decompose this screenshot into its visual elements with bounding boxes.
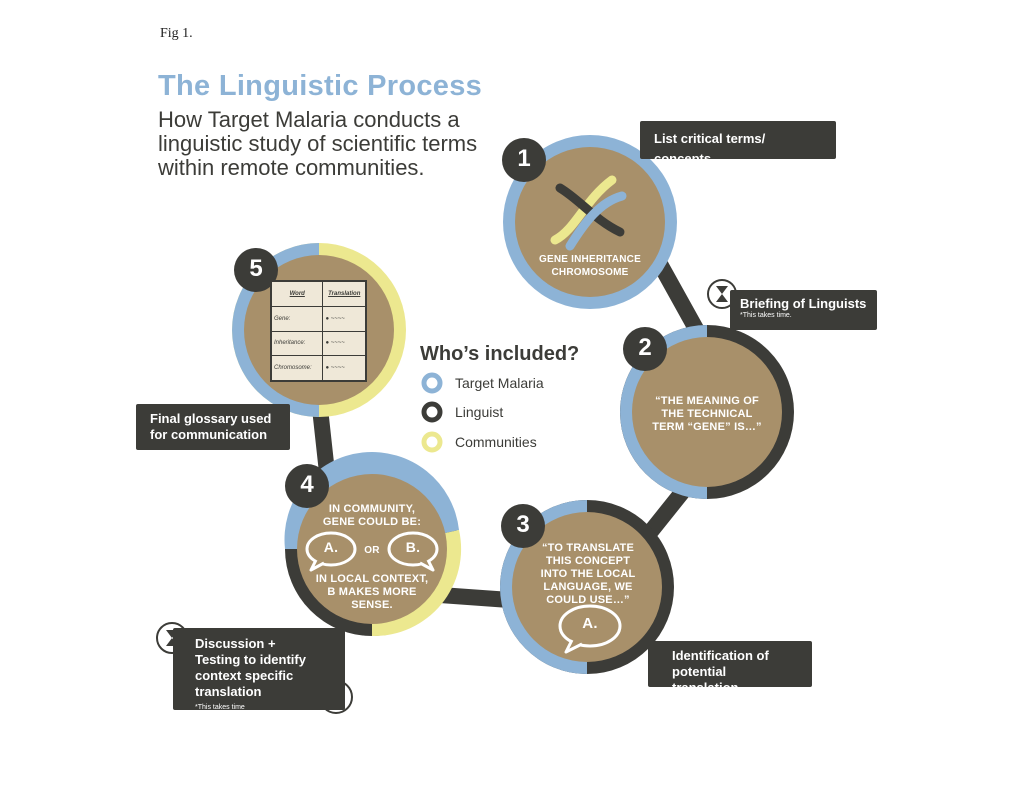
step-2-callout-note: *This takes time.: [740, 312, 792, 319]
step-3-bubble-label: A.: [582, 615, 598, 632]
step-2-callout-label: Briefing of Linguists: [740, 296, 867, 311]
legend-item-target-malaria: Target Malaria: [455, 375, 544, 391]
step-2-callout: [730, 290, 877, 330]
page-title: The Linguistic Process: [158, 70, 483, 102]
glossary-header-translation: Translation: [323, 282, 366, 307]
step-1-number: 1: [517, 145, 531, 172]
step-4-callout: [173, 628, 345, 719]
step-4-number: 4: [300, 471, 314, 498]
legend-item-linguist: Linguist: [455, 404, 504, 420]
page-subtitle: How Target Malaria conducts a linguistic study of scientific terms within remote communities.: [158, 107, 478, 180]
step-4-callout-note-1: *This takes time: [195, 704, 245, 711]
step-2-number: 2: [638, 334, 652, 361]
step-1-callout: List critical terms/ concepts: [640, 121, 836, 159]
glossary-row-label: Gene:: [272, 306, 323, 331]
step-3-callout: Identification of potential translation: [648, 641, 812, 687]
glossary-translation-squiggle: ● ~~~~: [323, 306, 366, 331]
step-2-circle-text: “THE MEANING OF THE TECHNICAL TERM “GENE” IS…”: [652, 395, 762, 433]
step-4-bubble-a-label: A.: [323, 539, 339, 555]
step-4-callout-note-2: *Repeat as necessary: [195, 712, 264, 719]
step-4-circle-bottom: IN LOCAL CONTEXT, B MAKES MORE SENSE.: [315, 573, 429, 611]
step-4-bubble-b-label: B.: [405, 539, 421, 555]
legend-swatch-target-malaria: [424, 375, 440, 391]
step-3-number: 3: [516, 511, 530, 538]
legend-swatch-communities: [424, 434, 440, 450]
step-4-or-text: OR: [364, 545, 380, 556]
figure-label: Fig 1.: [160, 26, 193, 41]
step-4-callout-label: Discussion + Testing to identify context specific translation: [195, 636, 306, 699]
step-4-circle-top: IN COMMUNITY, GENE COULD BE:: [322, 503, 422, 528]
glossary-table: [270, 280, 367, 382]
legend-title: Who’s included?: [420, 343, 580, 365]
step-5-callout: Final glossary used for communication: [136, 404, 290, 450]
step-3-circle-text: “TO TRANSLATE THIS CONCEPT INTO THE LOCAL LANGUAGE, WE COULD USE…”: [540, 542, 636, 606]
glossary-row-label: Inheritance:: [272, 331, 323, 356]
glossary-row-label: Chromosome:: [272, 356, 323, 381]
glossary-translation-squiggle: ● ~~~~: [323, 356, 366, 381]
step-1-circle-text: GENE INHERITANCE CHROMOSOME: [539, 254, 641, 278]
legend-item-communities: Communities: [455, 434, 537, 450]
glossary-translation-squiggle: ● ~~~~: [323, 331, 366, 356]
step-5-number: 5: [249, 255, 263, 282]
legend-swatch-linguist: [424, 404, 440, 420]
glossary-header-word: Word: [272, 282, 323, 307]
